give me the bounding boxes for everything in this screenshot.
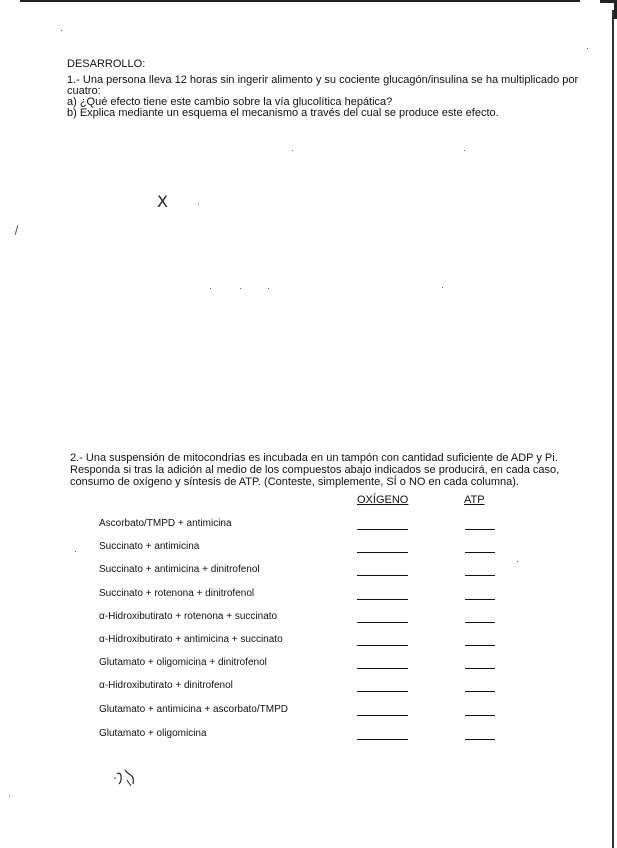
oxygen-answer-blank: [357, 529, 408, 530]
table-row: [99, 704, 529, 718]
compound-label: Glutamato + oligomicina + dinitrofenol: [99, 657, 267, 668]
compound-label: Ascorbato/TMPD + antimicina: [99, 518, 232, 529]
column-header-oxygen: OXÍGENO: [357, 494, 409, 506]
question-2-line: Responda si tras la adición al medio de los compuestos abajo indicados se producirá, en cada caso,: [70, 464, 560, 476]
table-row: [99, 564, 529, 578]
compound-label: α-Hidroxibutirato + dinitrofenol: [99, 680, 233, 691]
oxygen-answer-blank: [357, 622, 408, 623]
atp-answer-blank: [465, 691, 495, 692]
compound-label: Glutamato + oligomicina: [99, 728, 207, 739]
oxygen-answer-blank: [357, 575, 408, 576]
scan-speck: [442, 287, 443, 288]
scan-speck: [587, 48, 588, 49]
oxygen-answer-blank: [357, 599, 408, 600]
scan-speck: [464, 150, 465, 151]
atp-answer-blank: [465, 622, 495, 623]
table-row: [99, 728, 529, 742]
compound-label: Glutamato + antimicina + ascorbato/TMPD: [99, 704, 288, 715]
oxygen-answer-blank: [357, 739, 408, 740]
table-row: [99, 541, 529, 555]
question-2-line: 2.- Una suspensión de mitocondrias es incubada en un tampón con cantidad suficiente de ADP y Pi.: [70, 452, 558, 464]
scan-speck: [517, 561, 518, 562]
corner-scan-edge: [600, 0, 617, 19]
table-row: [99, 611, 529, 625]
question-1-line: a) ¿Qué efecto tiene este cambio sobre la vía glucolítica hepática?: [67, 96, 393, 108]
question-1-line: b) Explica mediante un esquema el mecanismo a través del cual se produce este efecto.: [67, 107, 499, 119]
table-row: [99, 657, 529, 671]
scan-speck: [268, 288, 269, 289]
scan-speck: [75, 551, 76, 552]
handwritten-mark: [113, 766, 139, 790]
scan-speck: [240, 288, 241, 289]
scan-speck: [210, 288, 211, 289]
scan-speck: [61, 30, 62, 31]
top-border-line: [20, 0, 580, 2]
scan-artifact: [15, 225, 19, 235]
section-title: DESARROLLO:: [67, 58, 146, 70]
scan-speck: [198, 203, 199, 204]
compound-label: α-Hidroxibutirato + antimicina + succinato: [99, 634, 283, 645]
question-2-line: consumo de oxígeno y síntesis de ATP. (Conteste, simplemente, SÍ o NO en cada columna).: [70, 476, 519, 488]
atp-answer-blank: [465, 552, 495, 553]
atp-answer-blank: [465, 529, 495, 530]
scan-speck: [292, 150, 293, 151]
question-1: [67, 75, 582, 119]
compound-label: Succinato + antimicina: [99, 541, 200, 552]
table-row: [99, 634, 529, 648]
atp-answer-blank: [465, 668, 495, 669]
oxygen-answer-blank: [357, 552, 408, 553]
right-scan-edge: [612, 10, 614, 848]
compound-label: α-Hidroxibutirato + rotenona + succinato: [99, 611, 278, 622]
atp-answer-blank: [465, 599, 495, 600]
atp-answer-blank: [465, 645, 495, 646]
scan-speck: [9, 796, 10, 797]
oxygen-answer-blank: [357, 645, 408, 646]
atp-answer-blank: [465, 715, 495, 716]
oxygen-answer-blank: [357, 668, 408, 669]
handwritten-x-mark: X: [157, 192, 168, 211]
atp-answer-blank: [465, 739, 495, 740]
atp-answer-blank: [465, 575, 495, 576]
compound-label: Succinato + rotenona + dinitrofenol: [99, 588, 255, 599]
oxygen-answer-blank: [357, 691, 408, 692]
question-1-line: 1.- Una persona lleva 12 horas sin ingerir alimento y su cociente glucagón/insulina se ha multiplicado por: [67, 74, 579, 86]
column-header-atp: ATP: [464, 494, 485, 506]
table-row: [99, 588, 529, 602]
table-row: [99, 680, 529, 694]
table-row: [99, 518, 529, 532]
oxygen-answer-blank: [357, 715, 408, 716]
question-2: [70, 452, 570, 488]
question-1-line: cuatro:: [67, 85, 101, 97]
compound-label: Succinato + antimicina + dinitrofenol: [99, 564, 260, 575]
